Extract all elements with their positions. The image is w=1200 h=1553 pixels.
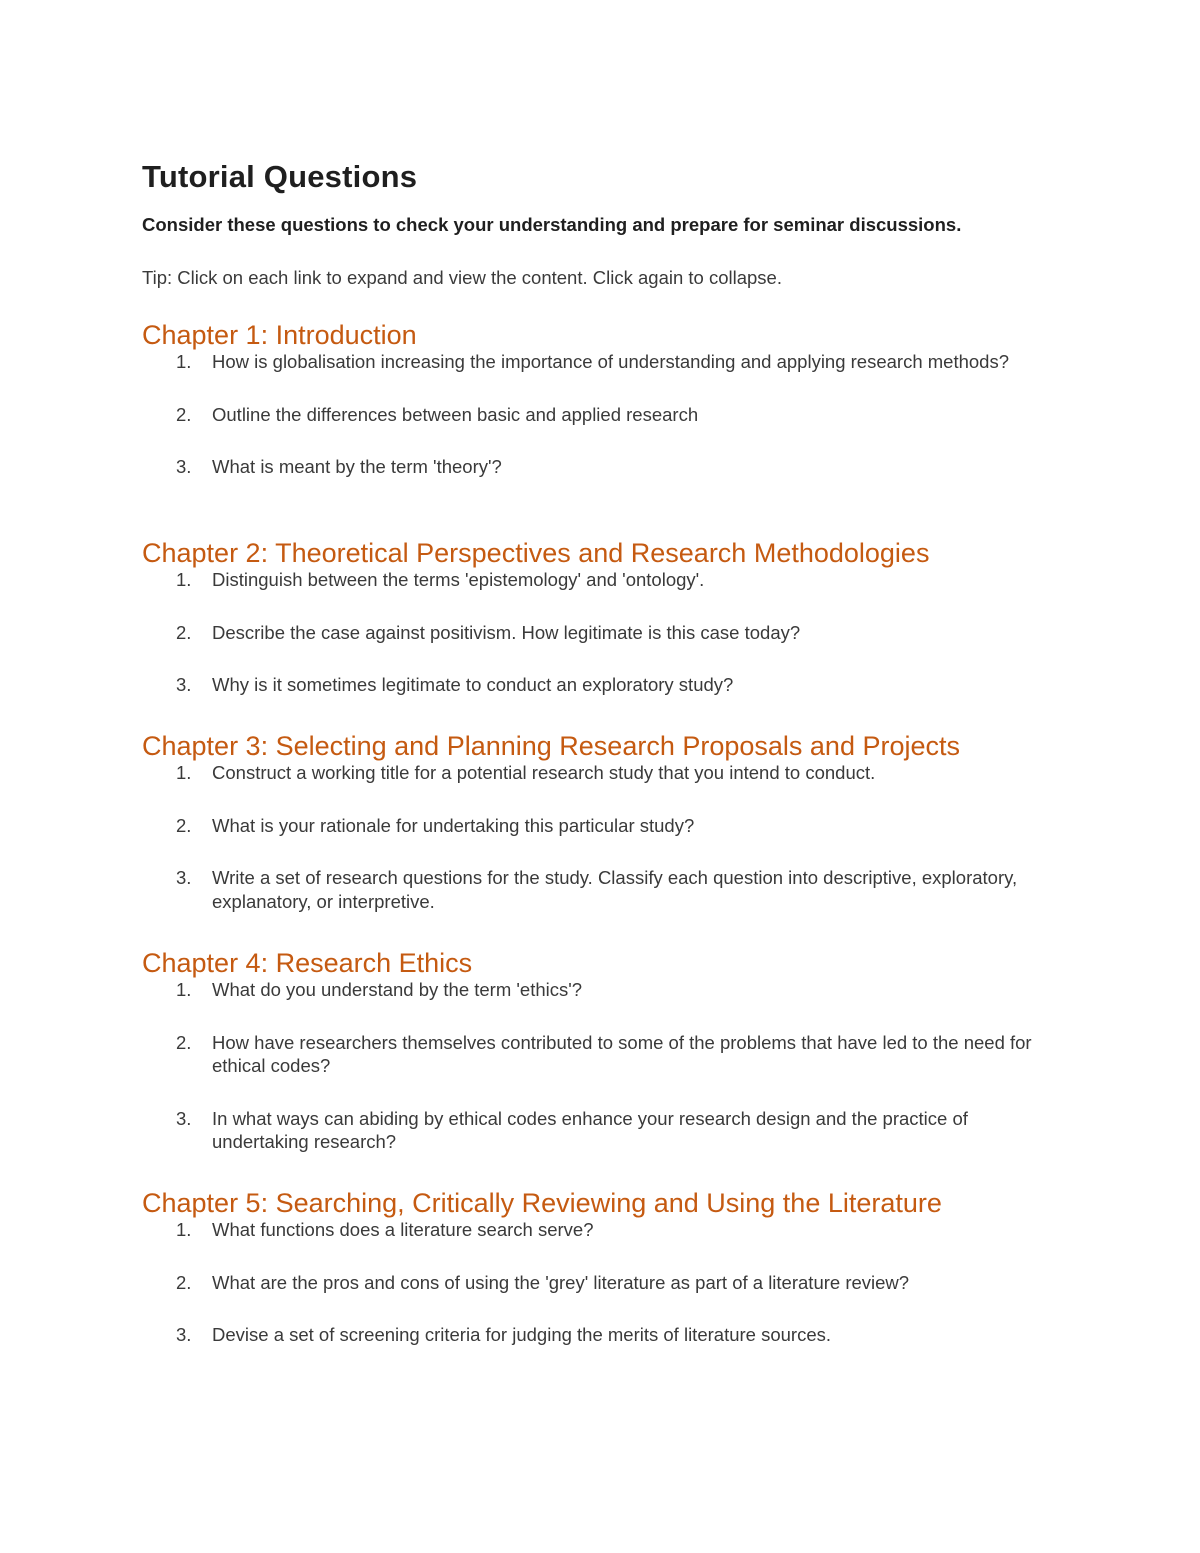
question-item	[142, 350, 1062, 374]
question-number: 2.	[176, 1031, 192, 1053]
question-item	[142, 568, 1062, 592]
question-item	[142, 455, 1062, 479]
question-text: How is globalisation increasing the importance of understanding and applying research methods?	[212, 351, 1010, 372]
question-number: 1.	[176, 351, 192, 372]
chapter-4-heading[interactable]: Chapter 4: Research Ethics	[142, 948, 473, 978]
question-text: What functions does a literature search serve?	[212, 1219, 594, 1240]
chapter-1-heading[interactable]: Chapter 1: Introduction	[142, 320, 417, 350]
intro-text: Consider these questions to check your understanding and prepare for seminar discussions.	[142, 214, 962, 235]
question-item	[142, 1107, 1062, 1154]
question-text: In what ways can abiding by ethical codes enhance your research design and the practice of undertaking research?	[212, 1107, 968, 1152]
question-text: Describe the case against positivism. How legitimate is this case today?	[212, 621, 801, 643]
question-item	[142, 1271, 1062, 1295]
question-number: 3.	[176, 674, 192, 695]
chapter-2-heading[interactable]: Chapter 2: Theoretical Perspectives and Research Methodologies	[142, 538, 930, 568]
chapter-4-question-list	[142, 978, 1102, 1154]
question-number: 1.	[176, 762, 192, 783]
question-text: What do you understand by the term 'ethics'?	[212, 979, 583, 1000]
question-item	[142, 978, 1062, 1002]
chapter-5-question-list	[142, 1218, 1102, 1347]
question-item	[142, 673, 1062, 697]
question-item	[142, 1218, 1062, 1242]
question-number: 3.	[176, 1107, 192, 1129]
chapter-5-heading[interactable]: Chapter 5: Searching, Critically Reviewing and Using the Literature	[142, 1188, 942, 1218]
question-item	[142, 621, 1062, 645]
question-number: 1.	[176, 1219, 192, 1240]
tip-text: Tip: Click on each link to expand and view the content. Click again to collapse.	[142, 267, 782, 288]
question-item	[142, 1031, 1062, 1078]
question-number: 1.	[176, 979, 192, 1000]
question-number: 2.	[176, 1271, 192, 1293]
question-number: 3.	[176, 1324, 192, 1345]
question-text: Distinguish between the terms 'epistemology' and 'ontology'.	[212, 569, 705, 590]
chapter-2-section	[142, 538, 1102, 697]
chapter-3-heading[interactable]: Chapter 3: Selecting and Planning Research Proposals and Projects	[142, 731, 960, 761]
chapter-5-section	[142, 1188, 1102, 1347]
chapter-4-section	[142, 948, 1102, 1154]
question-number: 2.	[176, 403, 192, 425]
chapter-2-question-list	[142, 568, 1102, 697]
question-number: 3.	[176, 867, 192, 888]
chapter-1-question-list	[142, 350, 1102, 479]
question-text: What are the pros and cons of using the 'grey' literature as part of a literature review?	[212, 1271, 910, 1293]
chapter-3-question-list	[142, 761, 1102, 913]
question-text: What is your rationale for undertaking this particular study?	[212, 814, 695, 836]
question-item	[142, 866, 1062, 913]
question-item	[142, 403, 1062, 427]
chapter-3-section	[142, 731, 1102, 913]
question-item	[142, 761, 1062, 785]
question-text: What is meant by the term 'theory'?	[212, 456, 502, 477]
question-text: Construct a working title for a potential research study that you intend to conduct.	[212, 762, 876, 783]
question-text: Write a set of research questions for the study. Classify each question into descriptive, exploratory, explanatory, or interpretive.	[212, 867, 1018, 912]
question-item	[142, 814, 1062, 838]
question-number: 1.	[176, 569, 192, 590]
page-title: Tutorial Questions	[142, 159, 418, 194]
question-number: 3.	[176, 456, 192, 477]
question-item	[142, 1323, 1062, 1347]
question-text: Devise a set of screening criteria for judging the merits of literature sources.	[212, 1324, 832, 1345]
question-number: 2.	[176, 621, 192, 643]
question-text: Outline the differences between basic and applied research	[212, 403, 699, 425]
question-text: How have researchers themselves contributed to some of the problems that have led to the need for ethical codes?	[212, 1031, 1032, 1076]
question-text: Why is it sometimes legitimate to conduct an exploratory study?	[212, 674, 734, 695]
chapter-1-section	[142, 320, 1102, 479]
question-number: 2.	[176, 814, 192, 836]
